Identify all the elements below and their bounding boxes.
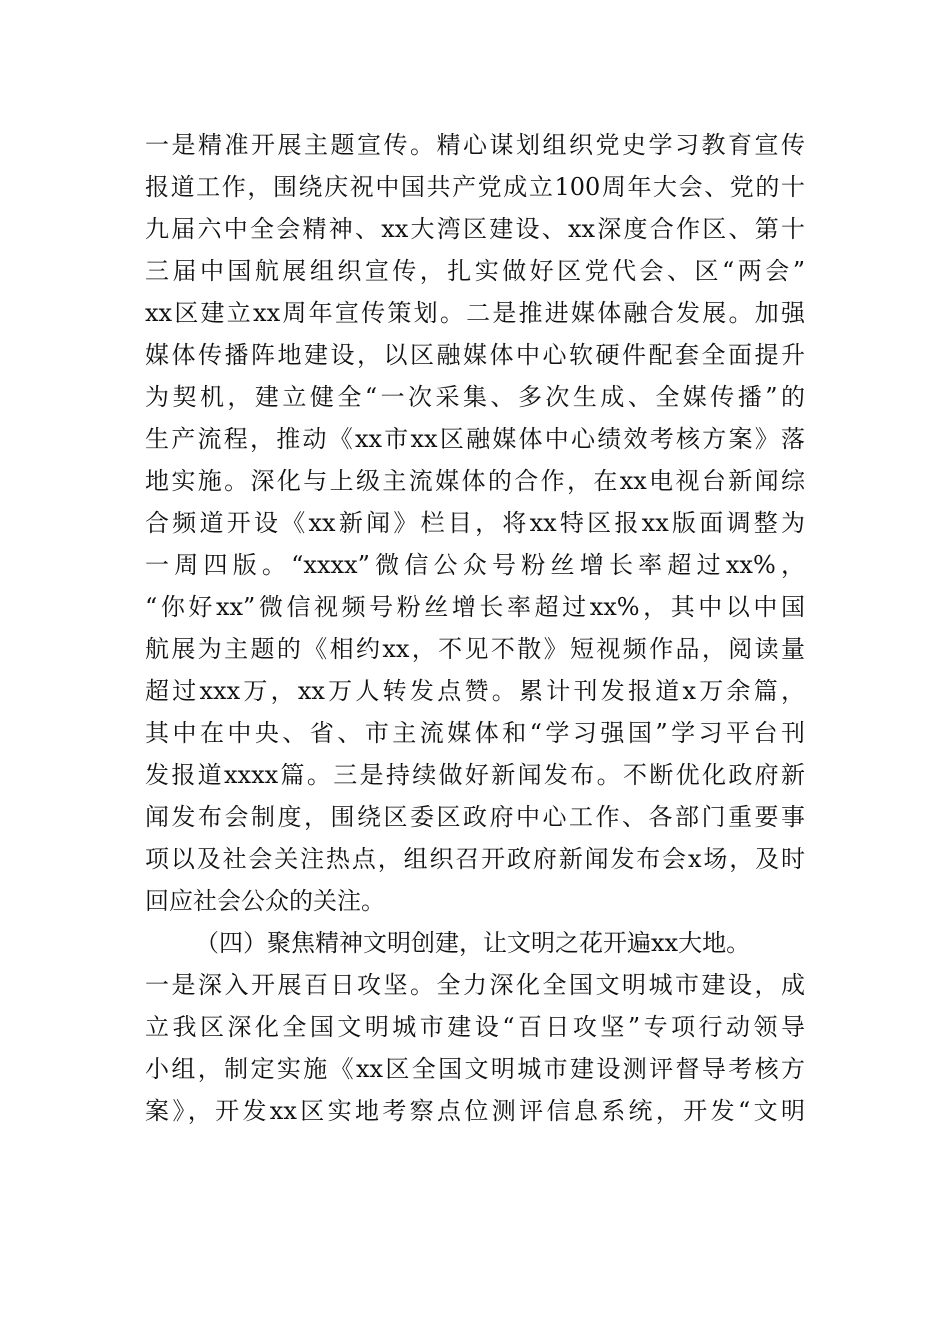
- text-line: 三届中国航展组织宣传，扎实做好区党代会、区“两会”: [145, 257, 805, 285]
- text-line: 报道工作，围绕庆祝中国共产党成立100周年大会、党的十: [145, 173, 805, 201]
- text-line: 超过xxx万，xx万人转发点赞。累计刊发报道x万余篇，: [145, 677, 805, 705]
- text-line: 一周四版。“xxxx”微信公众号粉丝增长率超过xx%，: [145, 551, 805, 579]
- text-line: “你好xx”微信视频号粉丝增长率超过xx%，其中以中国: [145, 593, 805, 621]
- text-line: 航展为主题的《相约xx，不见不散》短视频作品，阅读量: [145, 635, 805, 663]
- document-body: [145, 124, 805, 1132]
- text-line: 立我区深化全国文明城市建设“百日攻坚”专项行动领导: [145, 1013, 805, 1041]
- text-line: 合频道开设《xx新闻》栏目，将xx特区报xx版面调整为: [145, 509, 805, 537]
- text-line: 案》，开发xx区实地考察点位测评信息系统，开发“文明: [145, 1097, 805, 1125]
- text-line: 为契机，建立健全“一次采集、多次生成、全媒传播”的: [145, 383, 805, 411]
- section-heading: （四）聚焦精神文明创建，让文明之花开遍xx大地。: [195, 929, 751, 957]
- text-line: 项以及社会关注热点，组织召开政府新闻发布会x场，及时: [145, 845, 805, 873]
- text-line: xx区建立xx周年宣传策划。二是推进媒体融合发展。加强: [145, 299, 805, 327]
- text-line: 媒体传播阵地建设，以区融媒体中心软硬件配套全面提升: [145, 341, 805, 369]
- text-line: 闻发布会制度，围绕区委区政府中心工作、各部门重要事: [145, 803, 805, 831]
- text-line: 发报道xxxx篇。三是持续做好新闻发布。不断优化政府新: [145, 761, 805, 789]
- text-line: 一是深入开展百日攻坚。全力深化全国文明城市建设，成: [145, 971, 805, 999]
- text-line: 地实施。深化与上级主流媒体的合作，在xx电视台新闻综: [145, 467, 805, 495]
- text-line: 生产流程，推动《xx市xx区融媒体中心绩效考核方案》落: [145, 425, 805, 453]
- text-line: 一是精准开展主题宣传。精心谋划组织党史学习教育宣传: [145, 131, 805, 159]
- text-line: 其中在中央、省、市主流媒体和“学习强国”学习平台刊: [145, 719, 805, 747]
- text-line: 九届六中全会精神、xx大湾区建设、xx深度合作区、第十: [145, 215, 805, 243]
- text-line: 小组，制定实施《xx区全国文明城市建设测评督导考核方: [145, 1055, 805, 1083]
- text-line: 回应社会公众的关注。: [145, 887, 385, 915]
